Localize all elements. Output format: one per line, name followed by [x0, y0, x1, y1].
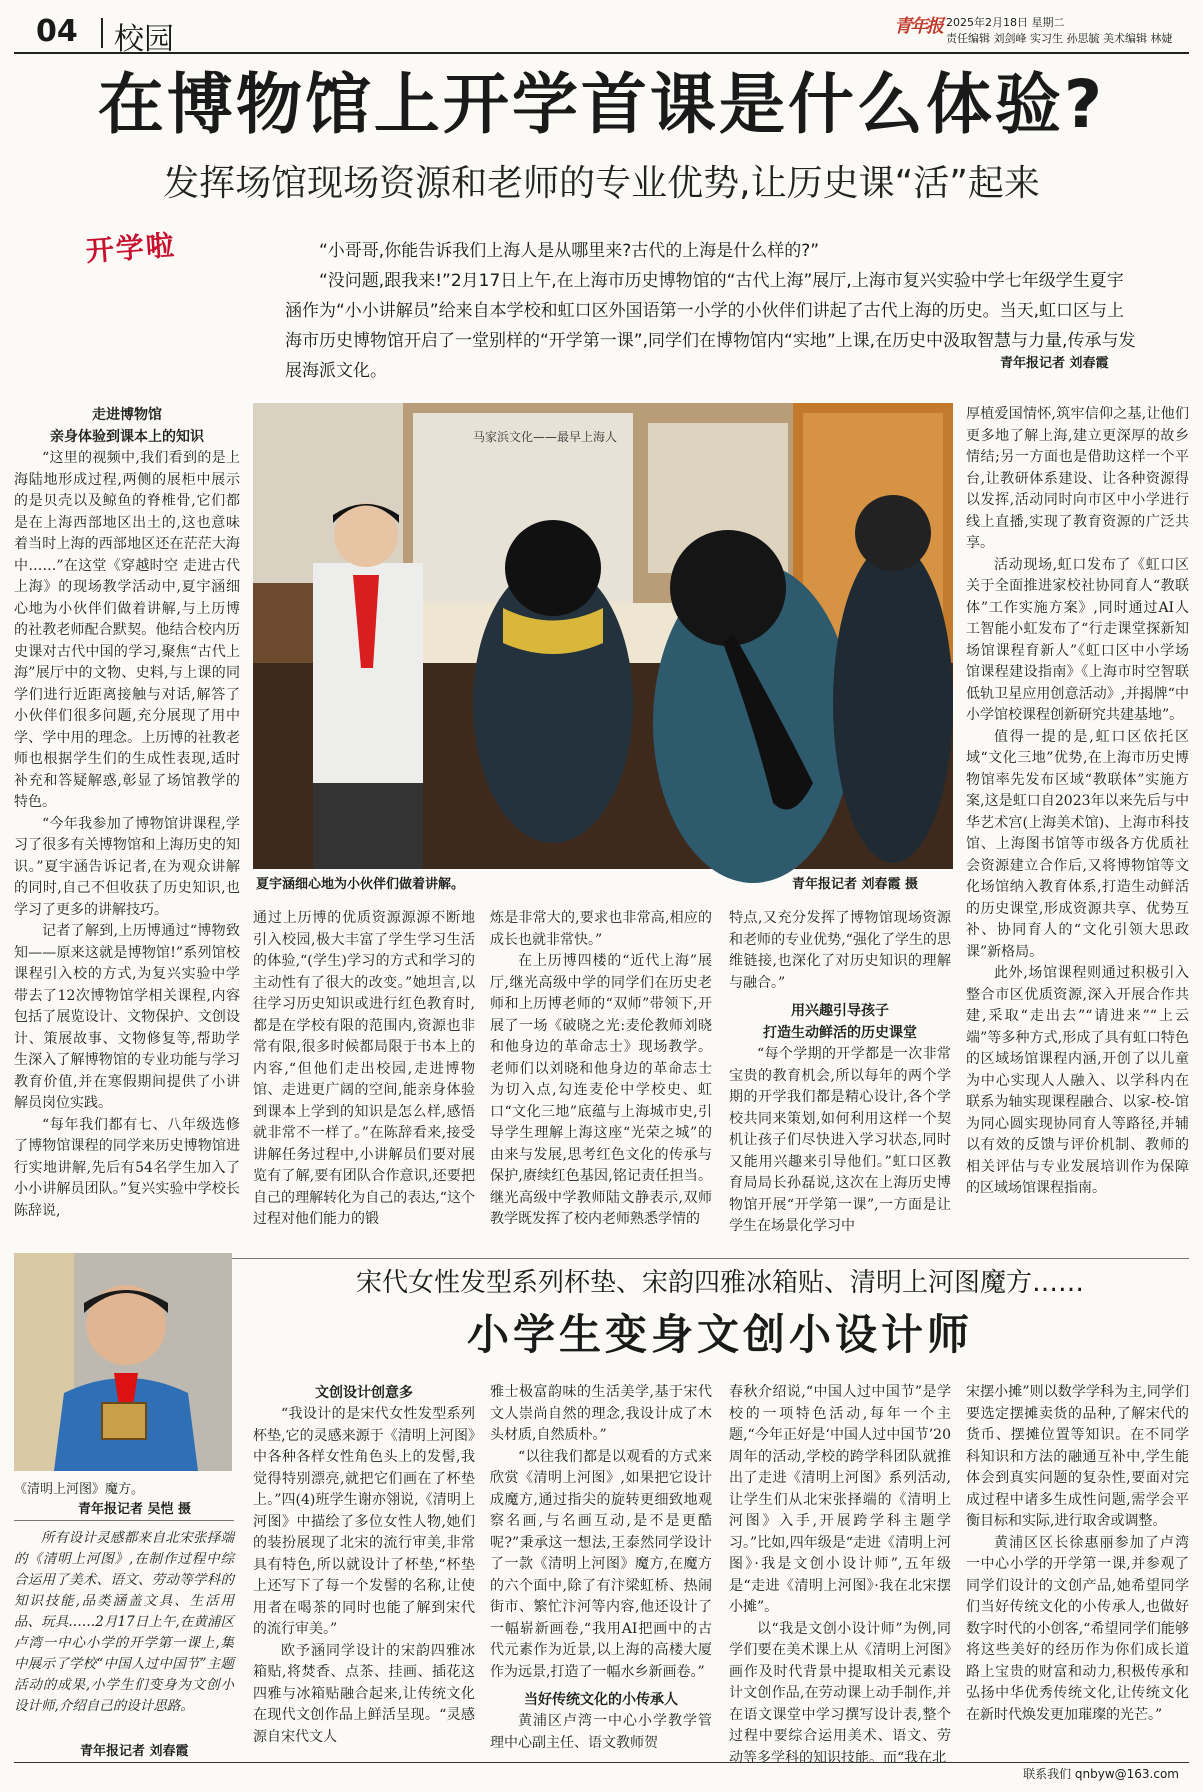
header-divider [101, 18, 103, 48]
lead-byline: 青年报记者 刘春霞 [1000, 356, 1109, 371]
article1-column-5 [966, 404, 1189, 1254]
museum-photo [253, 403, 953, 869]
newspaper-logo: 青年报 [894, 16, 942, 37]
article2-intro [14, 1528, 234, 1738]
body-paragraph: 黄浦区区长徐惠丽参加了卢湾一中心小学的开学第一课,并参观了同学们设计的文创产品,她希望同学们当好传统文化的小传承人,也做好数字时代的小创客,“希望同学们能够将这些美好的经历作为你们成长道路上宝贵的财富和动力,积极传承和弘扬中华优秀传统文化,让传统文化在新时代焕发更加璀璨的光芒。” [966, 1534, 1189, 1723]
section-heading: 打造生动鲜活的历史课堂 [763, 1025, 917, 1041]
body-paragraph: 欧予涵同学设计的宋韵四雅冰箱贴,将焚香、点茶、挂画、插花这四雅与冰箱贴融合起来,让传统文化在现代文创作品上鲜活呈现。“灵感源自宋代文人 [253, 1642, 475, 1745]
body-paragraph: “每年我们都有七、八年级选修了博物馆课程的同学来历史博物馆进行实地讲解,先后有54名学生加入了小小讲解员团队。”复兴实验中学校长陈辞说, [14, 1116, 240, 1219]
lead-paragraph: “没问题,跟我来!”2月17日上午,在上海市历史博物馆的“古代上海”展厅,上海市复兴实验中学七年级学生夏宇涵作为“小小讲解员”给来自本学校和虹口区外国语第一小学的小伙伴们讲起了古代上海的历史。当天,虹口区与上海市历史博物馆开启了一堂别样的“开学第一课”,同学们在博物馆内“实地”上课,在历史中汲取智慧与力量,传承与发展海派文化。 [285, 271, 1136, 381]
section-heading: 亲身体验到课本上的知识 [50, 429, 204, 445]
body-paragraph: 炼是非常大的,要求也非常高,相应的成长也就非常快。” [490, 910, 712, 948]
article2-column-1 [253, 1382, 475, 1756]
body-paragraph: “我设计的是宋代女性发型系列杯垫,它的灵感来源于《清明上河图》中各种各样女性角色头上的发髻,我觉得特别漂亮,就把它们画在了杯垫上。”四(4)班学生谢亦翎说,《清明上河图》中描绘了多位女性人物,她们的装扮展现了北宋的流行审美,非常具有特色,所以就设计了杯垫,“杯垫上还写下了每一个发髻的名称,让使用者在喝茶的同时也能了解到宋代的流行审美。” [253, 1406, 475, 1637]
photo-caption: 夏宇涵细心地为小伙伴们做着讲解。 [256, 877, 465, 892]
sidebar-divider [14, 1520, 234, 1521]
body-paragraph: 厚植爱国情怀,筑牢信仰之基,让他们更多地了解上海,建立更深厚的故乡情结;另一方面也是借助这样一个平台,让教研体系建设、让各种资源得以发挥,活动同时向市区中小学进行线上直播,实现了教育资源的广泛共享。 [966, 406, 1189, 551]
museum-photo-illustration [253, 403, 953, 869]
article2-subtitle: 宋代女性发型系列杯垫、宋韵四雅冰箱贴、清明上河图魔方…… [355, 1268, 1084, 1298]
page-footer [14, 1762, 1189, 1782]
body-paragraph: 黄浦区卢湾一中心小学教学管理中心副主任、语文教师贺 [490, 1713, 712, 1751]
photo-caption: 《清明上河图》魔方。 [14, 1482, 145, 1497]
body-paragraph: 以“我是文创小设计师”为例,同学们要在美术课上从《清明上河图》画作及时代背景中提取相关元素设计文创作品,在劳动课上动手制作,并在语文课堂中学习撰写设计表,整个过程中要综合运用美术、语文、劳动等多学科的知识技能。而“我在北 [729, 1620, 951, 1766]
exhibit-panel-title: 马家浜文化——最早上海人 [473, 430, 618, 444]
body-paragraph: 通过上历博的优质资源源源不断地引入校园,极大丰富了学生学习生活的体验,“(学生)学习的方式和学习的主动性有了很大的改变。”她坦言,以往学习历史知识或进行红色教育时,都是在学校有限的范围内,资源也非常有限,很多时候都局限于书本上的内容,“但他们走出校园,走进博物馆、走进更广阔的空间,能亲身体验到课本上学到的知识是怎么样,感悟就非常不一样了。”在陈辞看来,接受讲解任务过程中,小讲解员们要对展览有了解,要有团队合作意识,还要把自己的理解转化为自己的表达,“这个过程对他们能力的锻 [253, 910, 475, 1227]
body-paragraph: “每个学期的开学都是一次非常宝贵的教育机会,所以每年的两个学期的开学我们都是精心设计,各个学校共同来策划,如何利用这样一个契机让孩子们尽快进入学习状态,同时又能用兴趣来引导他们。”虹口区教育局局长孙磊说,这次在上海历史博物馆开展“开学第一课”,一方面是让学生在场景化学习中 [729, 1046, 951, 1234]
section-heading: 当好传统文化的小传承人 [524, 1692, 678, 1708]
body-paragraph: 宋摆小摊”则以数学学科为主,同学们要选定摆摊卖货的品种,了解宋代的货币、摆摊位置等知识。在不同学科知识和方法的融通互补中,学生能体会到真实问题的复杂性,要面对完成过程中诸多生成性问题,需学会平衡目标和实际,进行取舍或调整。 [966, 1384, 1189, 1529]
page-header [14, 10, 1189, 57]
article2-column-4 [966, 1382, 1189, 1756]
body-paragraph: 在上历博四楼的“近代上海”展厅,继光高级中学的同学们在历史老师和上历博老师的“双师”带领下,开展了一场《破晓之光:麦伦教师刘晓和他身边的革命志士》现场教学。老师们以刘晓和他身边的革命志士为切入点,勾连麦伦中学校史、虹口“文化三地”底蕴与上海城市史,引导学生理解上海这座“光荣之城”的由来与发展,思考红色文化的传承与保护,赓续红色基因,铭记责任担当。继光高级中学教师陆文静表示,双师教学既发挥了校内老师熟悉学情的 [490, 953, 712, 1227]
article2-column-3 [729, 1382, 951, 1766]
editor-credits: 责任编辑 刘剑峰 实习生 孙思毓 美术编辑 林婕 [946, 32, 1173, 45]
section-heading: 走进博物馆 [92, 407, 162, 423]
kaixuela-stamp: 开学啦 [84, 228, 177, 268]
lead-paragraph: “小哥哥,你能告诉我们上海人是从哪里来?古代的上海是什么样的?” [319, 241, 820, 261]
body-paragraph: “今年我参加了博物馆讲课程,学习了很多有关博物馆和上海历史的知识。”夏宇涵告诉记者,在为观众讲解的同时,自己不但收获了历史知识,也学习了更多的讲解技巧。 [14, 815, 240, 918]
body-paragraph: 值得一提的是,虹口区依托区域“文化三地”优势,在上海市历史博物馆率先发布区域“教联体”实施方案,这是虹口自2023年以来先后与中华艺术宫(上海美术馆)、上海市科技馆、上海图书馆等市级各方优质社会资源建立合作后,又将博物馆等文化场馆纳入教育体系,打造生动鲜活的历史课堂,形成资源共享、优势互补、协同育人的“文化引领大思政课”新格局。 [966, 728, 1189, 960]
boy-with-cube-illustration [14, 1253, 232, 1471]
article2-title: 小学生变身文创小设计师 [466, 1310, 973, 1359]
article-lead [80, 236, 1140, 386]
section-name: 校园 [114, 22, 174, 57]
article2-column-2 [490, 1382, 712, 1756]
photo-credit: 青年报记者 刘春霞 摄 [792, 877, 919, 892]
body-paragraph: 春秋介绍说,“中国人过中国节”是学校的一项特色活动,每年一个主题,“今年正好是‘中国人过中国节’20周年的活动,学校的跨学科团队就推出了走进《清明上河图》系列活动,让学生们从北宋张择端的《清明上河图》入手,开展跨学科主题学习。”比如,四年级是“走进《清明上河图》·我是文创小设计师”,五年级是“走进《清明上河图》·我在北宋摆小摊”。 [729, 1384, 951, 1615]
intro-paragraph: 所有设计灵感都来自北宋张择端的《清明上河图》,在制作过程中综合运用了美术、语文、劳动等学科的知识技能,品类涵盖文具、生活用品、玩具……2月17日上午,在黄浦区卢湾一中心小学的开学第一课上,集中展示了学校“中国人过中国节”主题活动的成果,小学生们变身为文创小设计师,介绍自己的设计思路。 [14, 1530, 234, 1714]
photo-credit: 青年报记者 吴恺 摄 [78, 1502, 192, 1517]
body-paragraph: 特点,又充分发挥了博物馆现场资源和老师的专业优势,“强化了学生的思维链接,也深化了对历史知识的理解与融合。” [729, 910, 951, 991]
section-heading: 用兴趣引导孩子 [791, 1003, 889, 1019]
contact-email[interactable]: 联系我们 qnbyw@163.com [1023, 1767, 1179, 1781]
article-title: 在博物馆上开学首课是什么体验? [97, 66, 1106, 143]
article1-column-2 [253, 908, 475, 1253]
intro-byline: 青年报记者 刘春霞 [80, 1744, 189, 1759]
body-paragraph: 记者了解到,上历博通过“博物致知——原来这就是博物馆!”系列馆校课程引入校的方式,为复兴实验中学带去了12次博物馆学相关课程,内容包括了展览设计、文物保护、文创设计、策展故事、文物修复等,帮助学生深入了解博物馆的专业功能与学习教育价值,并在寒假期间提供了小讲解员岗位实践。 [14, 923, 240, 1111]
rubiks-cube-photo [14, 1253, 232, 1471]
body-paragraph: 此外,场馆课程则通过积极引入整合市区优质资源,深入开展合作共建,采取“走出去”“请进来”“上云端”等多种方式,形成了具有虹口特色的区域场馆课程内涵,开创了以儿童为中心实现人人融入、以学科内在联系为轴实现课程融合、以家-校-馆为同心圆实现协同育人等路径,并辅以有效的反馈与评价机制、教师的相关评估与专业发展培训作为保障的区域场馆课程指南。 [966, 965, 1189, 1196]
body-paragraph: 雅士极富韵味的生活美学,基于宋代文人崇尚自然的理念,我设计成了木头材质,自然质朴。” [490, 1384, 712, 1443]
body-paragraph: “这里的视频中,我们看到的是上海陆地形成过程,两侧的展柜中展示的是贝壳以及鲸鱼的脊椎骨,它们都是在上海西部地区出土的,这也意味着当时上海的西部地区还在茫茫大海中……”在这堂《穿越时空 走进古代上海》的现场教学活动中,夏宇涵细心地为小伙伴们做着讲解,与上历博的社教老师配合默契。他结合校内历史课对古代中国的学习,聚焦“古代上海”展厅中的文物、史料,与上课的同学们进行近距离接触与对话,解答了小伙伴们很多问题,充分展现了用中学、学中用的理念。上历博的社教老师也根据学生们的生成性表现,适时补充和答疑解惑,彰显了场馆教学的特色。 [14, 450, 240, 810]
article1-column-3 [490, 908, 712, 1253]
article1-column-1 [14, 404, 240, 1254]
issue-date: 2025年2月18日 星期二 [946, 16, 1065, 29]
body-paragraph: 活动现场,虹口发布了《虹口区关于全面推进家校社协同育人“教联体”工作实施方案》,同时通过AI人工智能小虹发布了“行走课堂探新知 场馆课程育新人”《虹口区中小学场馆课程建设指南》《上海市时空智联低轨卫星应用创意活动》,并揭牌“中小学馆校课程创新研究共建基地”。 [966, 556, 1189, 723]
body-paragraph: “以往我们都是以观看的方式来欣赏《清明上河图》,如果把它设计成魔方,通过指尖的旋转更细致地观察名画,与名画互动,是不是更酷呢?”秉承这一想法,王泰然同学设计了一款《清明上河图》魔方,在魔方的六个面中,除了有汴梁虹桥、热闹街市、繁忙汴河等内容,他还设计了一幅崭新画卷,“我用AI把画中的古代元素作为近景,以上海的高楼大厦作为远景,打造了一幅水乡新画卷。” [490, 1448, 712, 1680]
page-number: 04 [36, 14, 78, 49]
article-subtitle: 发挥场馆现场资源和老师的专业优势,让历史课“活”起来 [163, 163, 1040, 204]
section-heading: 文创设计创意多 [315, 1385, 413, 1401]
article1-column-4 [729, 908, 951, 1253]
